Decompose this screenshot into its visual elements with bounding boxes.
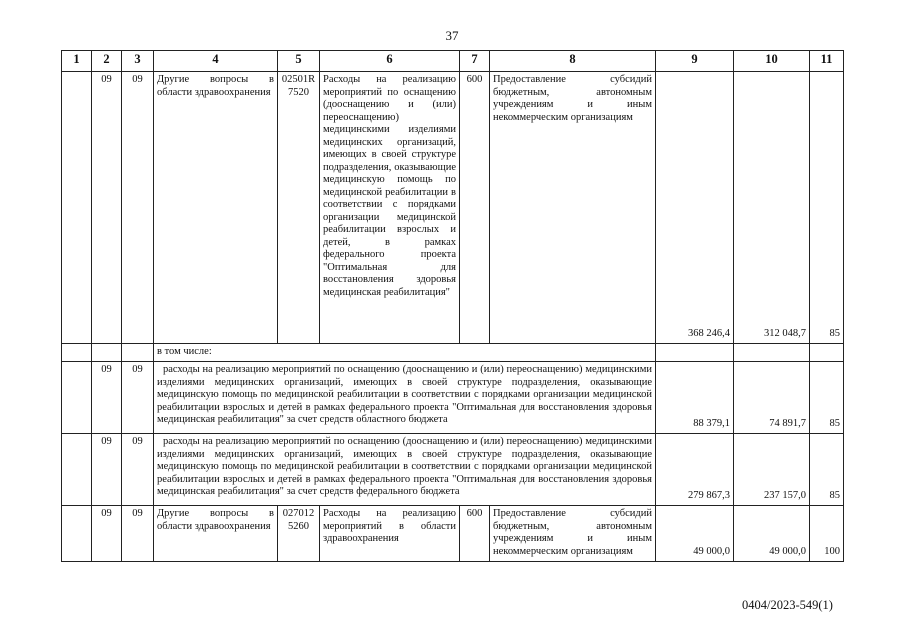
cell-percent: 85 <box>810 434 844 506</box>
cell-empty <box>734 344 810 362</box>
cell-empty <box>92 344 122 362</box>
cell-empty <box>122 344 154 362</box>
cell-amount-2: 74 891,7 <box>734 362 810 434</box>
header-cell: 4 <box>154 51 278 72</box>
table-row <box>62 344 844 362</box>
header-row <box>62 51 844 72</box>
target-article-part1: 027012 <box>282 508 315 519</box>
target-article-part1: 02501R <box>281 74 316 85</box>
cell-amount-1: 279 867,3 <box>656 434 734 506</box>
cell-subsection: 09 <box>122 72 154 344</box>
cell-empty <box>62 434 92 506</box>
cell-amount-2: 237 157,0 <box>734 434 810 506</box>
header-cell: 5 <box>278 51 320 72</box>
cell-expense-type-name: Предоставление субсидий бюджетным, автономным учреждениям и иным некоммерческим организациям <box>490 506 656 562</box>
target-article-part2: 7520 <box>288 86 309 98</box>
cell-empty <box>62 344 92 362</box>
header-cell: 2 <box>92 51 122 72</box>
table-row <box>62 72 844 344</box>
cell-expense-type: 600 <box>460 72 490 344</box>
cell-empty <box>62 506 92 562</box>
cell-section: 09 <box>92 506 122 562</box>
cell-target-article <box>278 506 320 562</box>
cell-amount-1: 368 246,4 <box>656 72 734 344</box>
cell-section: 09 <box>92 434 122 506</box>
header-cell: 6 <box>320 51 460 72</box>
target-article-part2: 5260 <box>288 520 309 532</box>
document-code: 0404/2023-549(1) <box>742 598 833 612</box>
header-cell: 8 <box>490 51 656 72</box>
page-number: 37 <box>445 28 459 43</box>
cell-description: расходы на реализацию мероприятий по оснащению (дооснащению и (или) переоснащению) медицинскими изделиями медицинских организаций, имеющих в своей структуре подразделения, оказывающие медицинскую помощь по медицинской реабилитации в соответствии с порядками организации медицинской реабилитации взрослых и детей в рамках федерального проекта "Оптимальная для восстановления здоровья медицинская реабилитация" за счет средств областного бюджета <box>154 362 656 434</box>
cell-expense-type-name: Предоставление субсидий бюджетным, автономным учреждениям и иным некоммерческим организациям <box>490 72 656 344</box>
cell-description: расходы на реализацию мероприятий по оснащению (дооснащению и (или) переоснащению) медицинскими изделиями медицинских организаций, имеющих в своей структуре подразделения, оказывающие медицинскую помощь по медицинской реабилитации в соответствии с порядками организации медицинской реабилитации взрослых и детей в рамках федерального проекта "Оптимальная для восстановления здоровья медицинская реабилитация" за счет средств федерального бюджета <box>154 434 656 506</box>
header-cell: 11 <box>810 51 844 72</box>
budget-table <box>61 50 844 562</box>
cell-subsection-name: Другие вопросы в области здравоохранения <box>154 72 278 344</box>
cell-amount-1: 88 379,1 <box>656 362 734 434</box>
including-label: в том числе: <box>154 344 656 362</box>
cell-amount-2: 312 048,7 <box>734 72 810 344</box>
cell-subsection-name: Другие вопросы в области здравоохранения <box>154 506 278 562</box>
cell-expense-type: 600 <box>460 506 490 562</box>
cell-subsection: 09 <box>122 362 154 434</box>
cell-col1 <box>62 72 92 344</box>
header-cell: 9 <box>656 51 734 72</box>
cell-subsection: 09 <box>122 506 154 562</box>
header-cell: 7 <box>460 51 490 72</box>
table-row <box>62 362 844 434</box>
cell-empty <box>810 344 844 362</box>
cell-subsection: 09 <box>122 434 154 506</box>
cell-amount-2: 49 000,0 <box>734 506 810 562</box>
cell-target-article <box>278 72 320 344</box>
cell-expense-name: Расходы на реализацию мероприятий по оснащению (дооснащению и (или) переоснащению) медицинскими изделиями медицинских организаций, имеющих в своей структуре подразделения, оказывающие медицинскую помощь по медицинской реабилитации в соответствии с порядками организации медицинской реабилитации взрослых и детей, в рамках федерального проекта "Оптимальная для восстановления здоровья медицинская реабилитация" <box>320 72 460 344</box>
cell-amount-1: 49 000,0 <box>656 506 734 562</box>
cell-section: 09 <box>92 362 122 434</box>
cell-percent: 85 <box>810 72 844 344</box>
header-cell: 10 <box>734 51 810 72</box>
header-cell: 3 <box>122 51 154 72</box>
cell-percent: 85 <box>810 362 844 434</box>
cell-empty <box>62 362 92 434</box>
cell-empty <box>656 344 734 362</box>
header-cell: 1 <box>62 51 92 72</box>
cell-percent: 100 <box>810 506 844 562</box>
table-row <box>62 434 844 506</box>
cell-section: 09 <box>92 72 122 344</box>
cell-expense-name: Расходы на реализацию мероприятий в области здравоохранения <box>320 506 460 562</box>
table-row <box>62 506 844 562</box>
